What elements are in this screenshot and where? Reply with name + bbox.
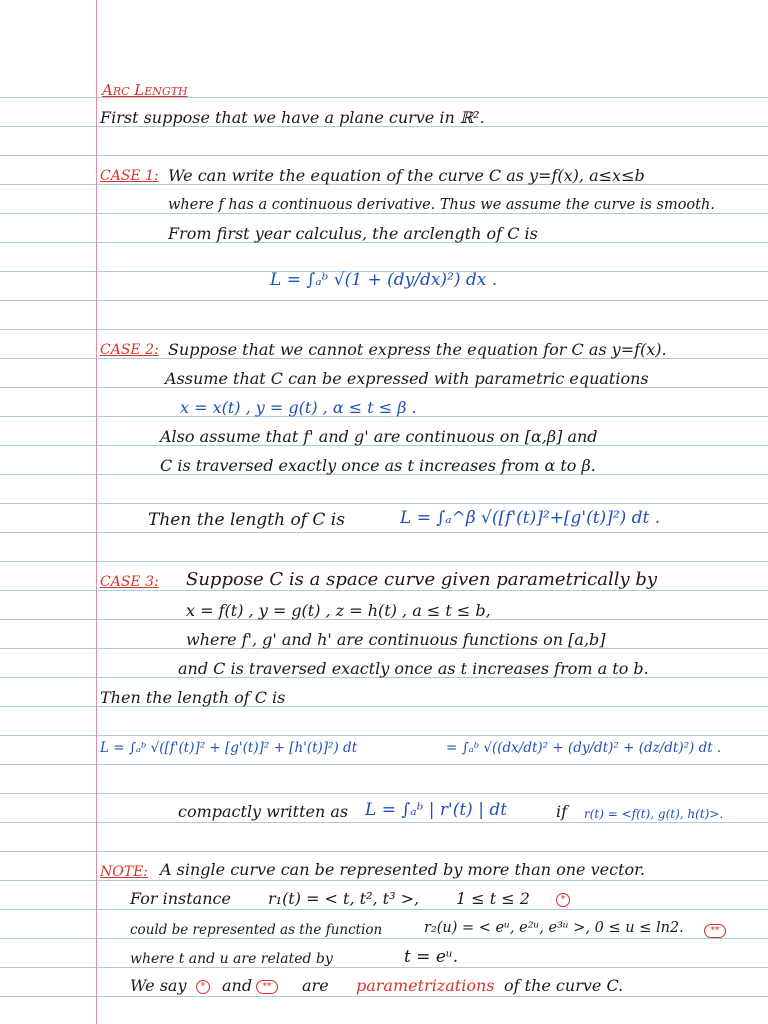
case3-line3: and C is traversed exactly once as t increases from a to b. xyxy=(178,659,649,678)
case2-line3: Also assume that f' and g' are continuous on [α,β] and xyxy=(160,427,598,446)
case3-compact-label: compactly written as xyxy=(178,802,349,821)
rule-line xyxy=(0,938,768,939)
note-line4-a: where t and u are related by xyxy=(130,951,333,967)
case1-line3: From first year calculus, the arclength of C is xyxy=(168,224,538,243)
star-mark-icon: * xyxy=(196,980,210,994)
intro-text: First suppose that we have a plane curve in ℝ². xyxy=(100,108,485,127)
note-line3-b: r₂(u) = < eᵘ, e²ᵘ, e³ᵘ >, 0 ≤ u ≤ ln2. xyxy=(424,920,684,936)
note-label: NOTE: xyxy=(100,864,149,880)
case1-line1: We can write the equation of the curve C as y=f(x), a≤x≤b xyxy=(168,166,645,185)
rule-line xyxy=(0,300,768,301)
double-star-mark-icon: ** xyxy=(256,980,278,994)
rule-line xyxy=(0,532,768,533)
note-line5-a: We say xyxy=(130,976,187,995)
rule-line xyxy=(0,996,768,997)
case2-then: Then the length of C is xyxy=(148,510,345,530)
rule-line xyxy=(0,764,768,765)
case2-formula: L = ∫ₐ^β √([f'(t)]²+[g'(t)]²) dt . xyxy=(400,508,661,528)
note-line5-mark-2 xyxy=(256,976,278,996)
rule-line xyxy=(0,155,768,156)
note-line5-mark-1 xyxy=(196,976,210,996)
rule-line xyxy=(0,503,768,504)
note-mark-2 xyxy=(704,920,726,940)
star-mark-icon: * xyxy=(556,893,570,907)
double-star-mark-icon: ** xyxy=(704,924,726,938)
note-line1: A single curve can be represented by more than one vector. xyxy=(160,860,646,879)
case3-line1: Suppose C is a space curve given parametrically by xyxy=(186,569,658,590)
note-line5-e: of the curve C. xyxy=(504,976,624,995)
note-line3-a: could be represented as the function xyxy=(130,922,383,938)
case3-then: Then the length of C is xyxy=(100,688,286,707)
note-line5-b: and xyxy=(222,976,253,995)
case3-label: CASE 3: xyxy=(100,574,159,590)
rule-line xyxy=(0,735,768,736)
case1-label: CASE 1: xyxy=(100,168,159,184)
case1-line2: where f has a continuous derivative. Thus we assume the curve is smooth. xyxy=(168,197,715,213)
rule-line xyxy=(0,329,768,330)
case2-param: x = x(t) , y = g(t) , α ≤ t ≤ β . xyxy=(180,398,417,417)
note-line2-c: 1 ≤ t ≤ 2 xyxy=(456,889,530,908)
note-mark-1 xyxy=(556,889,570,909)
case3-param: x = f(t) , y = g(t) , z = h(t) , a ≤ t ≤ b, xyxy=(186,601,491,620)
note-line4-b: t = eᵘ. xyxy=(404,947,459,967)
case1-formula: L = ∫ₐᵇ √(1 + (dy/dx)²) dx . xyxy=(270,270,498,290)
case3-compact-if: if xyxy=(556,802,568,821)
case3-formula-b: = ∫ₐᵇ √((dx/dt)² + (dy/dt)² + (dz/dt)²) dt . xyxy=(446,740,722,756)
case2-line4: C is traversed exactly once as t increases from α to β. xyxy=(160,456,596,475)
case3-compact-condition: r(t) = <f(t), g(t), h(t)>. xyxy=(584,807,724,821)
rule-line xyxy=(0,793,768,794)
rule-line xyxy=(0,909,768,910)
note-line2-b: r₁(t) = < t, t², t³ >, xyxy=(268,889,420,908)
case3-compact-formula: L = ∫ₐᵇ | r'(t) | dt xyxy=(365,800,508,820)
rule-line xyxy=(0,561,768,562)
page-title: Arc Length xyxy=(102,81,188,99)
note-line5-d: parametrizations xyxy=(356,976,495,995)
case3-line2: where f', g' and h' are continuous functions on [a,b] xyxy=(186,630,606,649)
rule-line xyxy=(0,851,768,852)
case2-label: CASE 2: xyxy=(100,342,159,358)
note-line2-a: For instance xyxy=(130,889,231,908)
case2-line2: Assume that C can be expressed with parametric equations xyxy=(165,369,649,388)
case3-formula-a: L = ∫ₐᵇ √([f'(t)]² + [g'(t)]² + [h'(t)]²) dt xyxy=(100,740,358,756)
case2-line1: Suppose that we cannot express the equation for C as y=f(x). xyxy=(168,340,667,359)
margin-line xyxy=(96,0,97,1024)
rule-line xyxy=(0,967,768,968)
note-line5-c: are xyxy=(302,976,329,995)
